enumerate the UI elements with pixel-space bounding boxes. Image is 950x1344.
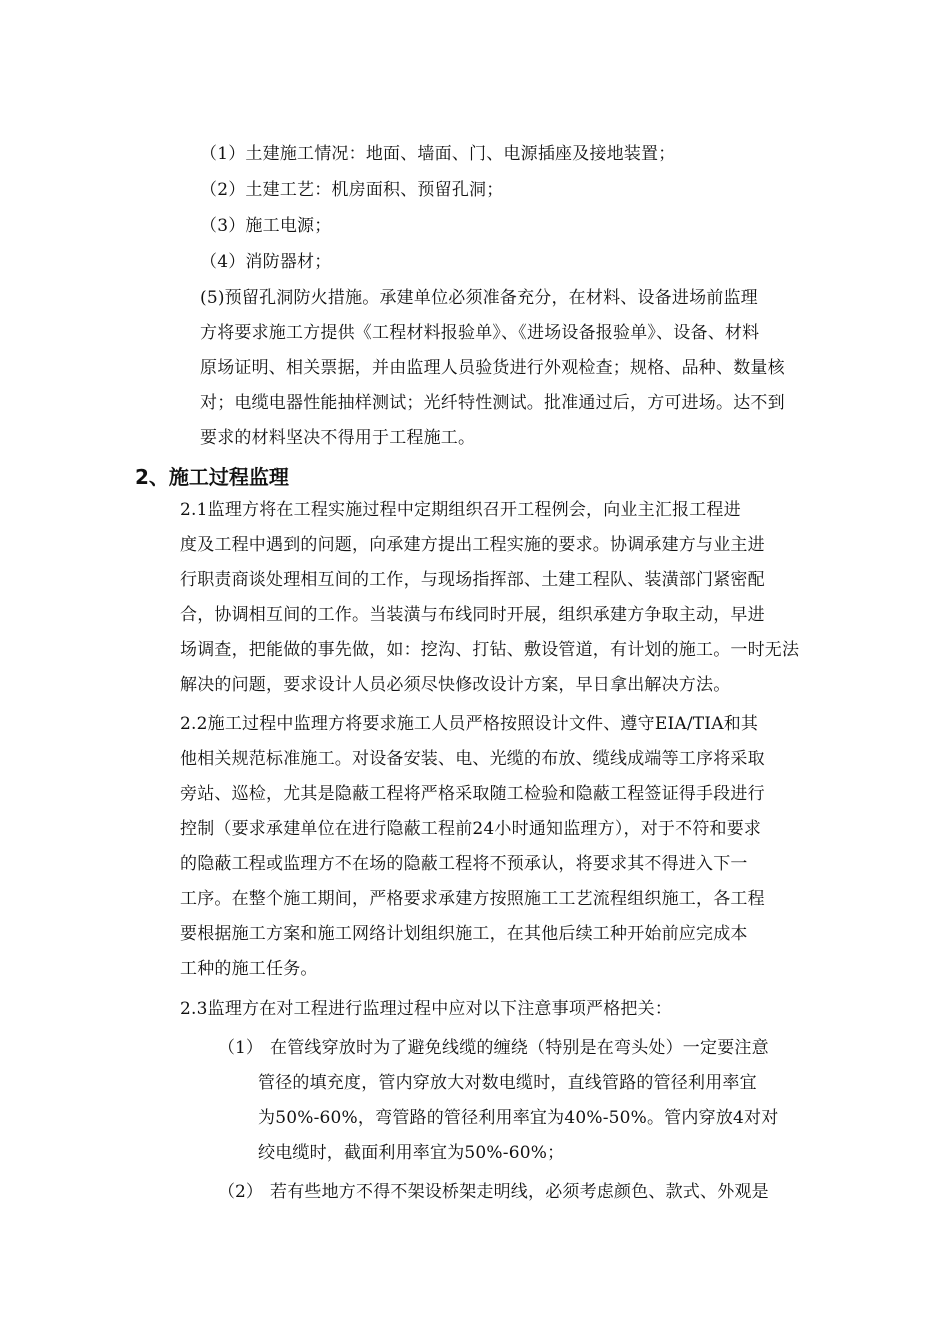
para-2-1-line: 解决的问题，要求设计人员必须尽快修改设计方案，早日拿出解决方法。 [180,675,731,695]
para-2-2-line: 工序。在整个施工期间，严格要求承建方按照施工工艺流程组织施工，各工程 [180,889,765,909]
sub-item-1-line: 为50%-60%，弯管路的管径利用率宜为40%-50%。管内穿放4对对 [258,1108,779,1128]
item-3: （3）施工电源； [200,216,332,236]
sub-item-1-line: 在管线穿放时为了避免线缆的缠绕（特别是在弯头处）一定要注意 [270,1038,769,1058]
para-2-1-line: 场调查，把能做的事先做，如：挖沟、打钻、敷设管道，有计划的施工。一时无法 [180,640,800,660]
item-1: （1）土建施工情况：地面、墙面、门、电源插座及接地装置； [200,144,676,164]
item-2: （2）土建工艺：机房面积、预留孔洞； [200,180,504,200]
item-4: （4）消防器材； [200,252,332,272]
item-5-line: 方将要求施工方提供《工程材料报验单》、《进场设备报验单》、设备、材料 [200,323,760,343]
para-2-2-line: 工种的施工任务。 [180,959,318,979]
para-2-2-line: 旁站、巡检，尤其是隐蔽工程将严格采取随工检验和隐蔽工程签证得手段进行 [180,784,765,804]
item-5-line: 对；电缆电器性能抽样测试；光纤特性测试。批准通过后，方可进场。达不到 [200,393,785,413]
para-2-2-line: 的隐蔽工程或监理方不在场的隐蔽工程将不预承认，将要求其不得进入下一 [180,854,748,874]
section-2-heading: 2、施工过程监理 [135,465,289,489]
para-2-1-line: 行职责商谈处理相互间的工作，与现场指挥部、土建工程队、装潢部门紧密配 [180,570,765,590]
sub-item-2-number: （2） [218,1182,263,1202]
sub-item-1-number: （1） [218,1038,263,1058]
item-5-line: 要求的材料坚决不得用于工程施工。 [200,428,476,448]
item-5-line: 原场证明、相关票据，并由监理人员验货进行外观检查；规格、品种、数量核 [200,358,785,378]
para-2-2-line: 控制（要求承建单位在进行隐蔽工程前24小时通知监理方），对于不符和要求 [180,819,762,839]
sub-item-2-line: 若有些地方不得不架设桥架走明线，必须考虑颜色、款式、外观是 [270,1182,769,1202]
para-2-1-line: 合，协调相互间的工作。当装潢与布线同时开展，组织承建方争取主动，早进 [180,605,765,625]
item-5-line: (5)预留孔洞防火措施。承建单位必须准备充分，在材料、设备进场前监理 [200,288,758,308]
sub-item-1-line: 绞电缆时，截面利用率宜为50%-60%； [258,1143,565,1163]
para-2-1-line: 2.1监理方将在工程实施过程中定期组织召开工程例会，向业主汇报工程进 [180,500,741,520]
para-2-3-line: 2.3监理方在对工程进行监理过程中应对以下注意事项严格把关： [180,999,673,1019]
para-2-2-line: 他相关规范标准施工。对设备安装、电、光缆的布放、缆线成端等工序将采取 [180,749,765,769]
para-2-2-line: 要根据施工方案和施工网络计划组织施工，在其他后续工种开始前应完成本 [180,924,748,944]
para-2-1-line: 度及工程中遇到的问题，向承建方提出工程实施的要求。协调承建方与业主进 [180,535,765,555]
para-2-2-line: 2.2施工过程中监理方将要求施工人员严格按照设计文件、遵守EIA/TIA和其 [180,714,759,734]
sub-item-1-line: 管径的填充度，管内穿放大对数电缆时，直线管路的管径利用率宜 [258,1073,757,1093]
